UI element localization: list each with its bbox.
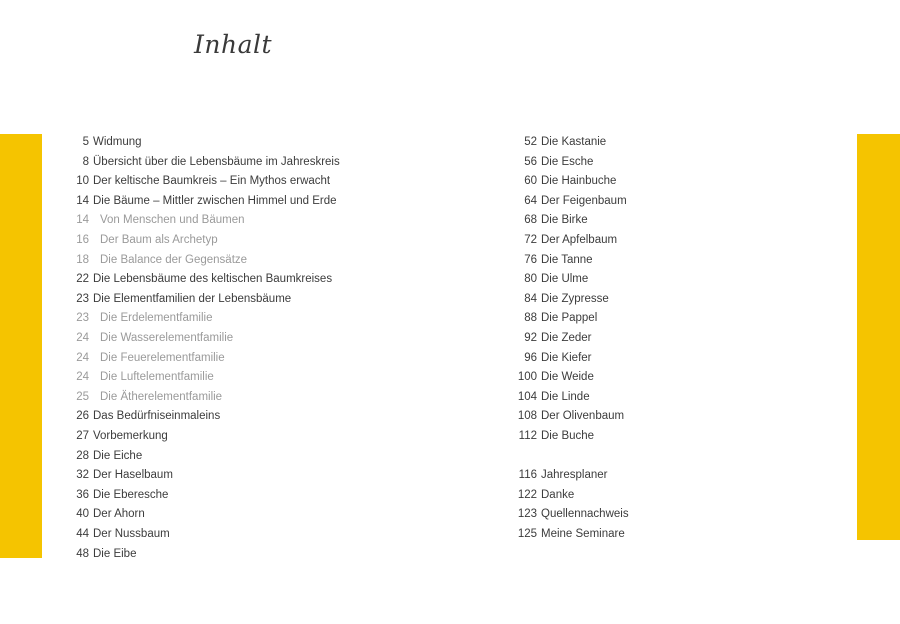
toc-entry-label: Danke	[541, 488, 575, 501]
toc-page-number: 32	[76, 469, 89, 482]
toc-entry	[60, 192, 337, 210]
toc-entry-label: Die Wasserelementfamilie	[100, 332, 234, 344]
toc-page-number: 23	[76, 312, 89, 325]
toc-entry-label: Meine Seminare	[541, 528, 625, 540]
toc-entry	[60, 349, 225, 367]
toc-entry	[60, 486, 168, 504]
toc-page-number: 48	[76, 547, 89, 560]
toc-entry-label: Die Pappel	[541, 312, 598, 325]
toc-page-number: 26	[76, 410, 89, 423]
toc-entry-label: Die Ulme	[541, 273, 589, 286]
toc-entry-label: Der Haselbaum	[93, 469, 173, 482]
toc-entry-label: Übersicht über die Lebensbäume im Jahreskreis	[93, 155, 340, 168]
toc-entry	[60, 505, 145, 523]
toc-entry	[508, 466, 607, 484]
toc-page-number: 116	[518, 469, 537, 482]
toc-page-number: 36	[76, 488, 89, 501]
toc-entry	[508, 486, 574, 504]
toc-entry-label: Widmung	[93, 136, 142, 148]
toc-entry-label: Die Buche	[541, 430, 595, 442]
toc-entry	[508, 251, 593, 269]
toc-entry	[508, 407, 624, 425]
toc-page-number: 76	[524, 253, 537, 266]
toc-entry	[60, 231, 218, 249]
toc-entry	[508, 133, 606, 151]
toc-entry-label: Die Erdelementfamilie	[100, 312, 213, 325]
toc-page-number: 84	[524, 292, 537, 305]
toc-page-number: 8	[82, 155, 89, 168]
toc-entry-label: Die Luftelementfamilie	[100, 371, 214, 384]
toc-entry	[508, 505, 629, 523]
toc-page-number: 52	[524, 136, 537, 148]
toc-entry	[60, 407, 220, 425]
toc-entry	[508, 231, 617, 249]
toc-page-number: 100	[517, 371, 537, 384]
toc-entry-label: Die Zeder	[541, 332, 592, 344]
toc-entry-label: Der Olivenbaum	[541, 410, 625, 423]
toc-entry	[508, 153, 593, 171]
toc-entry-label: Die Balance der Gegensätze	[100, 253, 248, 266]
toc-entry	[508, 211, 588, 229]
toc-entry-label: Quellennachweis	[541, 508, 629, 521]
toc-page-number: 68	[524, 214, 537, 227]
toc-entry-label: Der Apfelbaum	[541, 234, 618, 246]
yellow-accent-bar-right	[857, 134, 900, 540]
toc-page-number: 24	[76, 371, 89, 384]
toc-entry-label: Die Lebensbäume des keltischen Baumkreises	[93, 273, 333, 286]
toc-entry	[508, 368, 594, 386]
toc-entry-label: Die Zypresse	[541, 292, 609, 305]
toc-entry	[60, 270, 332, 288]
toc-entry	[508, 329, 592, 347]
toc-entry	[60, 368, 214, 386]
toc-page-number: 27	[76, 430, 89, 442]
toc-entry	[60, 388, 222, 406]
toc-entry-label: Die Eiche	[93, 449, 143, 462]
toc-entry	[508, 309, 597, 327]
toc-page-number: 60	[524, 175, 537, 188]
toc-entry	[508, 427, 594, 445]
toc-entry	[508, 172, 616, 190]
yellow-accent-bar-left	[0, 134, 42, 558]
toc-entry-label: Der Baum als Archetyp	[100, 234, 218, 246]
toc-entry	[508, 290, 609, 308]
toc-entry	[60, 329, 233, 347]
toc-entry-label: Die Hainbuche	[541, 175, 617, 188]
toc-page-number: 10	[76, 175, 89, 188]
toc-page-number: 72	[524, 234, 537, 246]
toc-entry	[60, 172, 330, 190]
toc-entry	[60, 133, 142, 151]
toc-page-number: 112	[518, 430, 537, 442]
toc-entry	[508, 270, 588, 288]
toc-entry	[508, 388, 590, 406]
toc-entry	[60, 290, 291, 308]
toc-entry-label: Der Ahorn	[93, 508, 145, 521]
toc-page-number: 40	[76, 508, 89, 521]
toc-entry-label: Von Menschen und Bäumen	[100, 214, 245, 227]
toc-page-number: 22	[76, 273, 89, 286]
toc-entry-label: Die Bäume – Mittler zwischen Himmel und Erde	[93, 194, 337, 207]
toc-entry-label: Die Kiefer	[541, 351, 592, 364]
toc-entry	[60, 153, 340, 171]
toc-page-number: 104	[517, 390, 537, 403]
toc-page-number: 18	[76, 253, 89, 266]
toc-entry	[60, 211, 245, 229]
toc-entry-label: Die Elementfamilien der Lebensbäume	[93, 292, 292, 305]
toc-entry-label: Der Nussbaum	[93, 528, 170, 540]
toc-entry-label: Jahresplaner	[541, 469, 608, 482]
toc-entry	[60, 466, 173, 484]
toc-entry-label: Das Bedürfniseinmaleins	[93, 410, 221, 423]
toc-entry	[60, 309, 213, 327]
toc-entry-label: Die Tanne	[541, 253, 593, 266]
toc-entry	[508, 349, 592, 367]
toc-page-number: 64	[524, 194, 537, 207]
toc-page-number: 23	[76, 292, 89, 305]
toc-entry	[508, 192, 627, 210]
toc-entry	[60, 251, 247, 269]
toc-page-number: 92	[524, 332, 537, 344]
toc-page-number: 24	[76, 351, 89, 364]
toc-entry-label: Der Feigenbaum	[541, 194, 627, 207]
toc-page-number: 108	[517, 410, 537, 423]
toc-page-number: 5	[82, 136, 89, 148]
toc-page-number: 96	[524, 351, 537, 364]
toc-page-number: 88	[524, 312, 537, 325]
toc-entry	[60, 545, 136, 563]
toc-entry-label: Der keltische Baumkreis – Ein Mythos erwacht	[93, 175, 331, 188]
toc-entry	[60, 447, 142, 465]
toc-page-number: 56	[524, 155, 537, 168]
toc-entry-label: Die Ätherelementfamilie	[100, 390, 223, 403]
page-title: Inhalt	[194, 30, 273, 59]
toc-entry-label: Die Weide	[541, 371, 594, 384]
toc-page-number: 28	[76, 449, 89, 462]
toc-page-number: 44	[76, 528, 89, 540]
toc-page-number: 125	[517, 528, 537, 540]
toc-page-number: 25	[76, 390, 89, 403]
toc-page-number: 16	[76, 234, 89, 246]
toc-entry-label: Die Eberesche	[93, 488, 169, 501]
toc-entry-label: Die Esche	[541, 155, 594, 168]
toc-entry	[60, 525, 170, 543]
toc-page-number: 122	[517, 488, 537, 501]
toc-entry-label: Die Linde	[541, 390, 590, 403]
toc-page-number: 14	[76, 194, 89, 207]
toc-page-number: 123	[517, 508, 537, 521]
toc-page-number: 80	[524, 273, 537, 286]
toc-page-number: 24	[76, 332, 89, 344]
toc-entry-label: Die Eibe	[93, 547, 137, 560]
toc-entry-label: Vorbemerkung	[93, 430, 168, 442]
toc-entry	[508, 525, 625, 543]
toc-page-number: 14	[76, 214, 89, 227]
toc-entry	[60, 427, 168, 445]
toc-entry-label: Die Birke	[541, 214, 588, 227]
toc-entry-label: Die Kastanie	[541, 136, 607, 148]
toc-entry-label: Die Feuerelementfamilie	[100, 351, 225, 364]
